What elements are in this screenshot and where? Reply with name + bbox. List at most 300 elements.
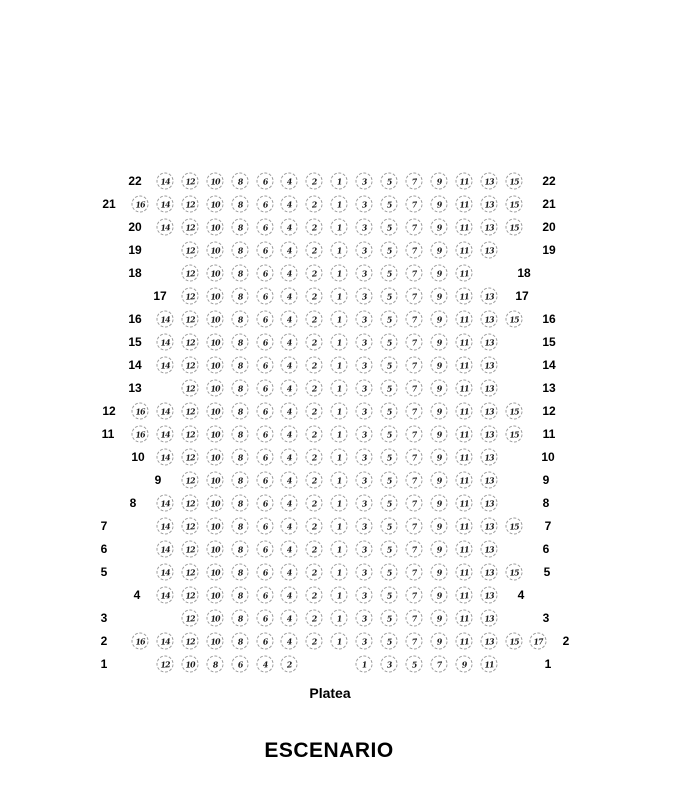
seat-row18-num12[interactable]: 12 bbox=[181, 264, 199, 282]
seat-row11-num9[interactable]: 9 bbox=[430, 425, 448, 443]
seat-row22-num1[interactable]: 1 bbox=[330, 172, 348, 190]
seat-row8-num10[interactable]: 10 bbox=[206, 494, 224, 512]
seat-row16-num11[interactable]: 11 bbox=[455, 310, 473, 328]
seat-row22-num5[interactable]: 5 bbox=[380, 172, 398, 190]
seat-row5-num6[interactable]: 6 bbox=[255, 563, 273, 581]
seat-row6-num4[interactable]: 4 bbox=[280, 540, 298, 558]
seat-row10-num2[interactable]: 2 bbox=[305, 448, 323, 466]
seat-row16-num13[interactable]: 13 bbox=[480, 310, 498, 328]
seat-row15-num12[interactable]: 12 bbox=[181, 333, 199, 351]
seat-row4-num7[interactable]: 7 bbox=[405, 586, 423, 604]
seat-row12-num2[interactable]: 2 bbox=[305, 402, 323, 420]
seat-row14-num1[interactable]: 1 bbox=[330, 356, 348, 374]
seat-row2-num10[interactable]: 10 bbox=[206, 632, 224, 650]
seat-row9-num12[interactable]: 12 bbox=[181, 471, 199, 489]
seat-row5-num11[interactable]: 11 bbox=[455, 563, 473, 581]
seat-row10-num10[interactable]: 10 bbox=[206, 448, 224, 466]
seat-row4-num4[interactable]: 4 bbox=[280, 586, 298, 604]
seat-row14-num2[interactable]: 2 bbox=[305, 356, 323, 374]
seat-row10-num7[interactable]: 7 bbox=[405, 448, 423, 466]
seat-row21-num11[interactable]: 11 bbox=[455, 195, 473, 213]
seat-row5-num4[interactable]: 4 bbox=[280, 563, 298, 581]
seat-row18-num4[interactable]: 4 bbox=[280, 264, 298, 282]
seat-row18-num8[interactable]: 8 bbox=[231, 264, 249, 282]
seat-row19-num13[interactable]: 13 bbox=[480, 241, 498, 259]
seat-row11-num10[interactable]: 10 bbox=[206, 425, 224, 443]
seat-row7-num14[interactable]: 14 bbox=[156, 517, 174, 535]
seat-row19-num3[interactable]: 3 bbox=[355, 241, 373, 259]
seat-row14-num12[interactable]: 12 bbox=[181, 356, 199, 374]
seat-row11-num1[interactable]: 1 bbox=[330, 425, 348, 443]
seat-row16-num10[interactable]: 10 bbox=[206, 310, 224, 328]
seat-row2-num14[interactable]: 14 bbox=[156, 632, 174, 650]
seat-row21-num6[interactable]: 6 bbox=[255, 195, 273, 213]
seat-row22-num9[interactable]: 9 bbox=[430, 172, 448, 190]
seat-row3-num3[interactable]: 3 bbox=[355, 609, 373, 627]
seat-row9-num3[interactable]: 3 bbox=[355, 471, 373, 489]
seat-row8-num1[interactable]: 1 bbox=[330, 494, 348, 512]
seat-row16-num4[interactable]: 4 bbox=[280, 310, 298, 328]
seat-row19-num10[interactable]: 10 bbox=[206, 241, 224, 259]
seat-row14-num9[interactable]: 9 bbox=[430, 356, 448, 374]
seat-row17-num8[interactable]: 8 bbox=[231, 287, 249, 305]
seat-row6-num10[interactable]: 10 bbox=[206, 540, 224, 558]
seat-row14-num10[interactable]: 10 bbox=[206, 356, 224, 374]
seat-row20-num2[interactable]: 2 bbox=[305, 218, 323, 236]
seat-row7-num3[interactable]: 3 bbox=[355, 517, 373, 535]
seat-row20-num14[interactable]: 14 bbox=[156, 218, 174, 236]
seat-row18-num3[interactable]: 3 bbox=[355, 264, 373, 282]
seat-row20-num15[interactable]: 15 bbox=[504, 218, 522, 236]
seat-row11-num13[interactable]: 13 bbox=[480, 425, 498, 443]
seat-row18-num2[interactable]: 2 bbox=[305, 264, 323, 282]
seat-row3-num7[interactable]: 7 bbox=[405, 609, 423, 627]
seat-row11-num15[interactable]: 15 bbox=[504, 425, 522, 443]
seat-row8-num8[interactable]: 8 bbox=[231, 494, 249, 512]
seat-row1-num4[interactable]: 4 bbox=[255, 655, 273, 673]
seat-row3-num5[interactable]: 5 bbox=[380, 609, 398, 627]
seat-row7-num5[interactable]: 5 bbox=[380, 517, 398, 535]
seat-row12-num11[interactable]: 11 bbox=[455, 402, 473, 420]
seat-row22-num2[interactable]: 2 bbox=[305, 172, 323, 190]
seat-row12-num3[interactable]: 3 bbox=[355, 402, 373, 420]
seat-row17-num9[interactable]: 9 bbox=[430, 287, 448, 305]
seat-row9-num1[interactable]: 1 bbox=[330, 471, 348, 489]
seat-row6-num3[interactable]: 3 bbox=[355, 540, 373, 558]
seat-row12-num9[interactable]: 9 bbox=[430, 402, 448, 420]
seat-row17-num10[interactable]: 10 bbox=[206, 287, 224, 305]
seat-row7-num2[interactable]: 2 bbox=[305, 517, 323, 535]
seat-row7-num1[interactable]: 1 bbox=[330, 517, 348, 535]
seat-row2-num8[interactable]: 8 bbox=[231, 632, 249, 650]
seat-row16-num8[interactable]: 8 bbox=[231, 310, 249, 328]
seat-row4-num14[interactable]: 14 bbox=[156, 586, 174, 604]
seat-row14-num13[interactable]: 13 bbox=[480, 356, 498, 374]
seat-row15-num2[interactable]: 2 bbox=[305, 333, 323, 351]
seat-row12-num5[interactable]: 5 bbox=[380, 402, 398, 420]
seat-row9-num11[interactable]: 11 bbox=[455, 471, 473, 489]
seat-row21-num9[interactable]: 9 bbox=[430, 195, 448, 213]
seat-row13-num3[interactable]: 3 bbox=[355, 379, 373, 397]
seat-row13-num5[interactable]: 5 bbox=[380, 379, 398, 397]
seat-row13-num4[interactable]: 4 bbox=[280, 379, 298, 397]
seat-row7-num8[interactable]: 8 bbox=[231, 517, 249, 535]
seat-row22-num3[interactable]: 3 bbox=[355, 172, 373, 190]
seat-row15-num4[interactable]: 4 bbox=[280, 333, 298, 351]
seat-row14-num6[interactable]: 6 bbox=[255, 356, 273, 374]
seat-row19-num11[interactable]: 11 bbox=[455, 241, 473, 259]
seat-row11-num16[interactable]: 16 bbox=[131, 425, 149, 443]
seat-row15-num3[interactable]: 3 bbox=[355, 333, 373, 351]
seat-row21-num13[interactable]: 13 bbox=[480, 195, 498, 213]
seat-row13-num12[interactable]: 12 bbox=[181, 379, 199, 397]
seat-row7-num10[interactable]: 10 bbox=[206, 517, 224, 535]
seat-row5-num8[interactable]: 8 bbox=[231, 563, 249, 581]
seat-row19-num2[interactable]: 2 bbox=[305, 241, 323, 259]
seat-row13-num1[interactable]: 1 bbox=[330, 379, 348, 397]
seat-row15-num10[interactable]: 10 bbox=[206, 333, 224, 351]
seat-row19-num6[interactable]: 6 bbox=[255, 241, 273, 259]
seat-row10-num5[interactable]: 5 bbox=[380, 448, 398, 466]
seat-row14-num3[interactable]: 3 bbox=[355, 356, 373, 374]
seat-row17-num11[interactable]: 11 bbox=[455, 287, 473, 305]
seat-row17-num6[interactable]: 6 bbox=[255, 287, 273, 305]
seat-row11-num3[interactable]: 3 bbox=[355, 425, 373, 443]
seat-row9-num4[interactable]: 4 bbox=[280, 471, 298, 489]
seat-row7-num15[interactable]: 15 bbox=[504, 517, 522, 535]
seat-row20-num10[interactable]: 10 bbox=[206, 218, 224, 236]
seat-row22-num7[interactable]: 7 bbox=[405, 172, 423, 190]
seat-row4-num8[interactable]: 8 bbox=[231, 586, 249, 604]
seat-row18-num7[interactable]: 7 bbox=[405, 264, 423, 282]
seat-row1-num8[interactable]: 8 bbox=[206, 655, 224, 673]
seat-row10-num11[interactable]: 11 bbox=[455, 448, 473, 466]
seat-row5-num14[interactable]: 14 bbox=[156, 563, 174, 581]
seat-row6-num7[interactable]: 7 bbox=[405, 540, 423, 558]
seat-row11-num11[interactable]: 11 bbox=[455, 425, 473, 443]
seat-row3-num1[interactable]: 1 bbox=[330, 609, 348, 627]
seat-row12-num13[interactable]: 13 bbox=[480, 402, 498, 420]
seat-row8-num4[interactable]: 4 bbox=[280, 494, 298, 512]
seat-row14-num11[interactable]: 11 bbox=[455, 356, 473, 374]
seat-row22-num13[interactable]: 13 bbox=[480, 172, 498, 190]
seat-row19-num12[interactable]: 12 bbox=[181, 241, 199, 259]
seat-row13-num11[interactable]: 11 bbox=[455, 379, 473, 397]
seat-row2-num7[interactable]: 7 bbox=[405, 632, 423, 650]
seat-row10-num1[interactable]: 1 bbox=[330, 448, 348, 466]
seat-row22-num8[interactable]: 8 bbox=[231, 172, 249, 190]
seat-row7-num9[interactable]: 9 bbox=[430, 517, 448, 535]
seat-row1-num2[interactable]: 2 bbox=[280, 655, 298, 673]
seat-row4-num9[interactable]: 9 bbox=[430, 586, 448, 604]
seat-row8-num2[interactable]: 2 bbox=[305, 494, 323, 512]
seat-row21-num2[interactable]: 2 bbox=[305, 195, 323, 213]
seat-row2-num12[interactable]: 12 bbox=[181, 632, 199, 650]
seat-row15-num6[interactable]: 6 bbox=[255, 333, 273, 351]
seat-row22-num15[interactable]: 15 bbox=[504, 172, 522, 190]
seat-row6-num6[interactable]: 6 bbox=[255, 540, 273, 558]
seat-row20-num8[interactable]: 8 bbox=[231, 218, 249, 236]
seat-row17-num4[interactable]: 4 bbox=[280, 287, 298, 305]
seat-row20-num4[interactable]: 4 bbox=[280, 218, 298, 236]
seat-row16-num2[interactable]: 2 bbox=[305, 310, 323, 328]
seat-row16-num3[interactable]: 3 bbox=[355, 310, 373, 328]
seat-row20-num11[interactable]: 11 bbox=[455, 218, 473, 236]
seat-row13-num13[interactable]: 13 bbox=[480, 379, 498, 397]
seat-row5-num3[interactable]: 3 bbox=[355, 563, 373, 581]
seat-row11-num14[interactable]: 14 bbox=[156, 425, 174, 443]
seat-row5-num9[interactable]: 9 bbox=[430, 563, 448, 581]
seat-row14-num4[interactable]: 4 bbox=[280, 356, 298, 374]
seat-row4-num3[interactable]: 3 bbox=[355, 586, 373, 604]
seat-row3-num12[interactable]: 12 bbox=[181, 609, 199, 627]
seat-row4-num1[interactable]: 1 bbox=[330, 586, 348, 604]
seat-row21-num15[interactable]: 15 bbox=[504, 195, 522, 213]
seat-row3-num13[interactable]: 13 bbox=[480, 609, 498, 627]
seat-row14-num5[interactable]: 5 bbox=[380, 356, 398, 374]
seat-row8-num9[interactable]: 9 bbox=[430, 494, 448, 512]
seat-row20-num3[interactable]: 3 bbox=[355, 218, 373, 236]
seat-row15-num9[interactable]: 9 bbox=[430, 333, 448, 351]
seat-row2-num1[interactable]: 1 bbox=[330, 632, 348, 650]
seat-row6-num12[interactable]: 12 bbox=[181, 540, 199, 558]
seat-row10-num13[interactable]: 13 bbox=[480, 448, 498, 466]
seat-row6-num14[interactable]: 14 bbox=[156, 540, 174, 558]
seat-row3-num2[interactable]: 2 bbox=[305, 609, 323, 627]
seat-row9-num2[interactable]: 2 bbox=[305, 471, 323, 489]
seat-row5-num1[interactable]: 1 bbox=[330, 563, 348, 581]
seat-row20-num1[interactable]: 1 bbox=[330, 218, 348, 236]
seat-row13-num6[interactable]: 6 bbox=[255, 379, 273, 397]
seat-row21-num8[interactable]: 8 bbox=[231, 195, 249, 213]
seat-row5-num12[interactable]: 12 bbox=[181, 563, 199, 581]
seat-row10-num6[interactable]: 6 bbox=[255, 448, 273, 466]
seat-row17-num5[interactable]: 5 bbox=[380, 287, 398, 305]
seat-row7-num11[interactable]: 11 bbox=[455, 517, 473, 535]
seat-row11-num4[interactable]: 4 bbox=[280, 425, 298, 443]
seat-row5-num5[interactable]: 5 bbox=[380, 563, 398, 581]
seat-row16-num5[interactable]: 5 bbox=[380, 310, 398, 328]
seat-row21-num5[interactable]: 5 bbox=[380, 195, 398, 213]
seat-row10-num12[interactable]: 12 bbox=[181, 448, 199, 466]
seat-row2-num9[interactable]: 9 bbox=[430, 632, 448, 650]
seat-row15-num14[interactable]: 14 bbox=[156, 333, 174, 351]
seat-row2-num3[interactable]: 3 bbox=[355, 632, 373, 650]
seat-row12-num7[interactable]: 7 bbox=[405, 402, 423, 420]
seat-row5-num15[interactable]: 15 bbox=[504, 563, 522, 581]
seat-row10-num8[interactable]: 8 bbox=[231, 448, 249, 466]
seat-row17-num12[interactable]: 12 bbox=[181, 287, 199, 305]
seat-row22-num11[interactable]: 11 bbox=[455, 172, 473, 190]
seat-row13-num7[interactable]: 7 bbox=[405, 379, 423, 397]
seat-row16-num15[interactable]: 15 bbox=[504, 310, 522, 328]
seat-row21-num14[interactable]: 14 bbox=[156, 195, 174, 213]
seat-row8-num3[interactable]: 3 bbox=[355, 494, 373, 512]
seat-row8-num12[interactable]: 12 bbox=[181, 494, 199, 512]
seat-row1-num12[interactable]: 12 bbox=[156, 655, 174, 673]
seat-row8-num11[interactable]: 11 bbox=[455, 494, 473, 512]
seat-row17-num3[interactable]: 3 bbox=[355, 287, 373, 305]
seat-row11-num6[interactable]: 6 bbox=[255, 425, 273, 443]
seat-row21-num12[interactable]: 12 bbox=[181, 195, 199, 213]
seat-row3-num10[interactable]: 10 bbox=[206, 609, 224, 627]
seat-row17-num13[interactable]: 13 bbox=[480, 287, 498, 305]
seat-row5-num13[interactable]: 13 bbox=[480, 563, 498, 581]
seat-row21-num10[interactable]: 10 bbox=[206, 195, 224, 213]
seat-row22-num14[interactable]: 14 bbox=[156, 172, 174, 190]
seat-row21-num1[interactable]: 1 bbox=[330, 195, 348, 213]
seat-row7-num6[interactable]: 6 bbox=[255, 517, 273, 535]
seat-row14-num14[interactable]: 14 bbox=[156, 356, 174, 374]
seat-row2-num15[interactable]: 15 bbox=[504, 632, 522, 650]
seat-row7-num12[interactable]: 12 bbox=[181, 517, 199, 535]
seat-row17-num2[interactable]: 2 bbox=[305, 287, 323, 305]
seat-row9-num8[interactable]: 8 bbox=[231, 471, 249, 489]
seat-row2-num2[interactable]: 2 bbox=[305, 632, 323, 650]
seat-row12-num14[interactable]: 14 bbox=[156, 402, 174, 420]
seat-row16-num7[interactable]: 7 bbox=[405, 310, 423, 328]
seat-row1-num1[interactable]: 1 bbox=[355, 655, 373, 673]
seat-row8-num14[interactable]: 14 bbox=[156, 494, 174, 512]
seat-row1-num3[interactable]: 3 bbox=[380, 655, 398, 673]
seat-row6-num5[interactable]: 5 bbox=[380, 540, 398, 558]
seat-row9-num10[interactable]: 10 bbox=[206, 471, 224, 489]
seat-row18-num11[interactable]: 11 bbox=[455, 264, 473, 282]
seat-row14-num8[interactable]: 8 bbox=[231, 356, 249, 374]
seat-row17-num7[interactable]: 7 bbox=[405, 287, 423, 305]
seat-row21-num4[interactable]: 4 bbox=[280, 195, 298, 213]
seat-row16-num9[interactable]: 9 bbox=[430, 310, 448, 328]
seat-row19-num1[interactable]: 1 bbox=[330, 241, 348, 259]
seat-row6-num9[interactable]: 9 bbox=[430, 540, 448, 558]
seat-row20-num9[interactable]: 9 bbox=[430, 218, 448, 236]
seat-row20-num13[interactable]: 13 bbox=[480, 218, 498, 236]
seat-row12-num4[interactable]: 4 bbox=[280, 402, 298, 420]
seat-row19-num4[interactable]: 4 bbox=[280, 241, 298, 259]
seat-row10-num4[interactable]: 4 bbox=[280, 448, 298, 466]
seat-row8-num5[interactable]: 5 bbox=[380, 494, 398, 512]
seat-row12-num1[interactable]: 1 bbox=[330, 402, 348, 420]
seat-row21-num7[interactable]: 7 bbox=[405, 195, 423, 213]
seat-row17-num1[interactable]: 1 bbox=[330, 287, 348, 305]
seat-row1-num5[interactable]: 5 bbox=[405, 655, 423, 673]
seat-row12-num10[interactable]: 10 bbox=[206, 402, 224, 420]
seat-row9-num5[interactable]: 5 bbox=[380, 471, 398, 489]
seat-row18-num6[interactable]: 6 bbox=[255, 264, 273, 282]
seat-row1-num6[interactable]: 6 bbox=[231, 655, 249, 673]
seat-row5-num10[interactable]: 10 bbox=[206, 563, 224, 581]
seat-row4-num5[interactable]: 5 bbox=[380, 586, 398, 604]
seat-row4-num11[interactable]: 11 bbox=[455, 586, 473, 604]
seat-row2-num5[interactable]: 5 bbox=[380, 632, 398, 650]
seat-row1-num9[interactable]: 9 bbox=[455, 655, 473, 673]
seat-row7-num4[interactable]: 4 bbox=[280, 517, 298, 535]
seat-row22-num10[interactable]: 10 bbox=[206, 172, 224, 190]
seat-row10-num3[interactable]: 3 bbox=[355, 448, 373, 466]
seat-row12-num16[interactable]: 16 bbox=[131, 402, 149, 420]
seat-row15-num11[interactable]: 11 bbox=[455, 333, 473, 351]
seat-row6-num1[interactable]: 1 bbox=[330, 540, 348, 558]
seat-row20-num6[interactable]: 6 bbox=[255, 218, 273, 236]
seat-row4-num10[interactable]: 10 bbox=[206, 586, 224, 604]
seat-row16-num14[interactable]: 14 bbox=[156, 310, 174, 328]
seat-row20-num12[interactable]: 12 bbox=[181, 218, 199, 236]
seat-row3-num8[interactable]: 8 bbox=[231, 609, 249, 627]
seat-row11-num7[interactable]: 7 bbox=[405, 425, 423, 443]
seat-row12-num8[interactable]: 8 bbox=[231, 402, 249, 420]
seat-row6-num2[interactable]: 2 bbox=[305, 540, 323, 558]
seat-row13-num2[interactable]: 2 bbox=[305, 379, 323, 397]
seat-row22-num6[interactable]: 6 bbox=[255, 172, 273, 190]
seat-row18-num10[interactable]: 10 bbox=[206, 264, 224, 282]
seat-row3-num4[interactable]: 4 bbox=[280, 609, 298, 627]
seat-row15-num8[interactable]: 8 bbox=[231, 333, 249, 351]
seat-row5-num7[interactable]: 7 bbox=[405, 563, 423, 581]
seat-row8-num7[interactable]: 7 bbox=[405, 494, 423, 512]
seat-row15-num13[interactable]: 13 bbox=[480, 333, 498, 351]
seat-row4-num13[interactable]: 13 bbox=[480, 586, 498, 604]
seat-row5-num2[interactable]: 2 bbox=[305, 563, 323, 581]
seat-row2-num11[interactable]: 11 bbox=[455, 632, 473, 650]
seat-row3-num11[interactable]: 11 bbox=[455, 609, 473, 627]
seat-row9-num6[interactable]: 6 bbox=[255, 471, 273, 489]
seat-row15-num5[interactable]: 5 bbox=[380, 333, 398, 351]
seat-row2-num13[interactable]: 13 bbox=[480, 632, 498, 650]
seat-row20-num7[interactable]: 7 bbox=[405, 218, 423, 236]
seat-row11-num2[interactable]: 2 bbox=[305, 425, 323, 443]
seat-row19-num7[interactable]: 7 bbox=[405, 241, 423, 259]
seat-row12-num12[interactable]: 12 bbox=[181, 402, 199, 420]
seat-row9-num13[interactable]: 13 bbox=[480, 471, 498, 489]
seat-row8-num13[interactable]: 13 bbox=[480, 494, 498, 512]
seat-row8-num6[interactable]: 6 bbox=[255, 494, 273, 512]
seat-row19-num9[interactable]: 9 bbox=[430, 241, 448, 259]
seat-row11-num12[interactable]: 12 bbox=[181, 425, 199, 443]
seat-row13-num9[interactable]: 9 bbox=[430, 379, 448, 397]
seat-row7-num13[interactable]: 13 bbox=[480, 517, 498, 535]
seat-row13-num8[interactable]: 8 bbox=[231, 379, 249, 397]
seat-row19-num5[interactable]: 5 bbox=[380, 241, 398, 259]
seat-row12-num6[interactable]: 6 bbox=[255, 402, 273, 420]
seat-row13-num10[interactable]: 10 bbox=[206, 379, 224, 397]
seat-row4-num6[interactable]: 6 bbox=[255, 586, 273, 604]
seat-row19-num8[interactable]: 8 bbox=[231, 241, 249, 259]
seat-row10-num14[interactable]: 14 bbox=[156, 448, 174, 466]
seat-row4-num2[interactable]: 2 bbox=[305, 586, 323, 604]
seat-row1-num7[interactable]: 7 bbox=[430, 655, 448, 673]
seat-row16-num6[interactable]: 6 bbox=[255, 310, 273, 328]
seat-row16-num1[interactable]: 1 bbox=[330, 310, 348, 328]
seat-row3-num6[interactable]: 6 bbox=[255, 609, 273, 627]
seat-row4-num12[interactable]: 12 bbox=[181, 586, 199, 604]
seat-row10-num9[interactable]: 9 bbox=[430, 448, 448, 466]
seat-row18-num5[interactable]: 5 bbox=[380, 264, 398, 282]
seat-row16-num12[interactable]: 12 bbox=[181, 310, 199, 328]
seat-row11-num5[interactable]: 5 bbox=[380, 425, 398, 443]
seat-row21-num3[interactable]: 3 bbox=[355, 195, 373, 213]
seat-row14-num7[interactable]: 7 bbox=[405, 356, 423, 374]
seat-row2-num17[interactable]: 17 bbox=[529, 632, 547, 650]
seat-row21-num16[interactable]: 16 bbox=[131, 195, 149, 213]
seat-row12-num15[interactable]: 15 bbox=[504, 402, 522, 420]
seat-row6-num11[interactable]: 11 bbox=[455, 540, 473, 558]
seat-row18-num1[interactable]: 1 bbox=[330, 264, 348, 282]
seat-row7-num7[interactable]: 7 bbox=[405, 517, 423, 535]
seat-row3-num9[interactable]: 9 bbox=[430, 609, 448, 627]
seat-row15-num7[interactable]: 7 bbox=[405, 333, 423, 351]
seat-row1-num11[interactable]: 11 bbox=[480, 655, 498, 673]
seat-row11-num8[interactable]: 8 bbox=[231, 425, 249, 443]
